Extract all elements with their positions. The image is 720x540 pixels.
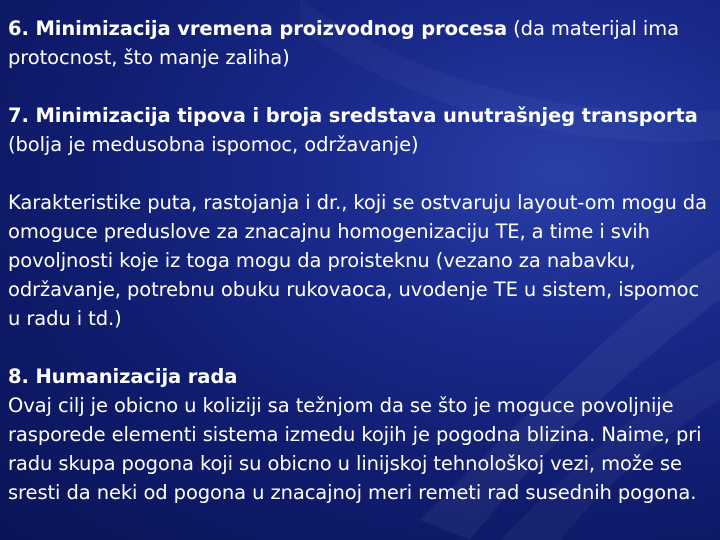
item-6-detail: (da materijal ima protocnost, što manje zaliha) bbox=[8, 17, 679, 69]
slide-body bbox=[8, 14, 714, 507]
spacer bbox=[8, 72, 714, 101]
spacer bbox=[8, 333, 714, 362]
item-7-paragraph bbox=[8, 101, 714, 159]
item-7-heading: 7. Minimizacija tipova i broja sredstava unutrašnjeg transporta bbox=[8, 104, 698, 127]
item-6-paragraph bbox=[8, 14, 714, 72]
layout-paragraph: Karakteristike puta, rastojanja i dr., koji se ostvaruju layout-om mogu da omoguce preduslove za znacajnu homogenizaciju TE, a time i svih povoljnosti koje iz toga mogu da proisteknu (vezano za nabavku, održavanje, potrebnu obuku rukovaoca, uvodenje TE u sistem, ispomoc u radu i td.) bbox=[8, 191, 707, 330]
item-6-heading: 6. Minimizacija vremena proizvodnog procesa bbox=[8, 17, 508, 40]
item-8-body: Ovaj cilj je obicno u koliziji sa težnjom da se što je moguce povoljnije rasporede elementi sistema izmedu kojih je pogodna blizina. Naime, pri radu skupa pogona koji su obicno u linijskoj tehnološkoj vezi, može se sresti da neki od pogona u znacajnoj meri remeti rad susednih pogona. bbox=[8, 394, 702, 504]
item-7-detail: (bolja je medusobna ispomoc, održavanje) bbox=[8, 133, 419, 156]
item-8-heading: 8. Humanizacija rada bbox=[8, 365, 238, 388]
spacer bbox=[8, 159, 714, 188]
